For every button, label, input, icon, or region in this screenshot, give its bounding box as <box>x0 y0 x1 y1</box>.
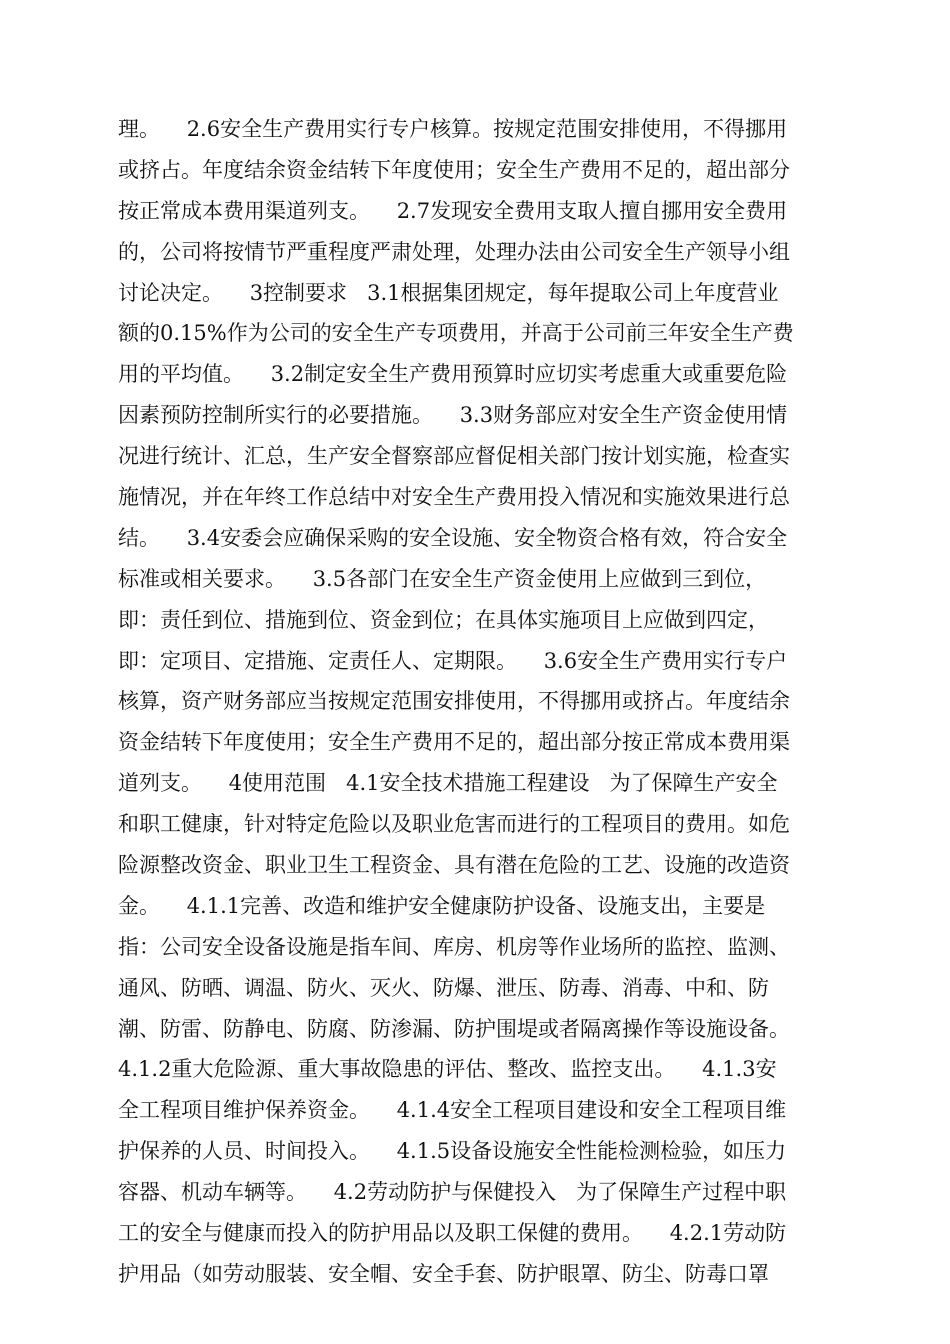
text-line: 的，公司将按情节严重程度严肃处理，处理办法由公司安全生产领导小组 <box>118 239 790 264</box>
text-line: 施情况，并在年终工作总结中对安全生产费用投入情况和实施效果进行总 <box>118 485 790 510</box>
text-line: 金。 4.1.1完善、改造和维护安全健康防护设备、设施支出，主要是 <box>118 893 766 918</box>
text-line: 或挤占。年度结余资金结转下年度使用；安全生产费用不足的，超出部分 <box>118 157 790 182</box>
text-line: 通风、防晒、调温、防火、灭火、防爆、泄压、防毒、消毒、中和、防 <box>118 975 769 1000</box>
text-line: 结。 3.4安委会应确保采购的安全设施、安全物资合格有效，符合安全 <box>118 525 788 550</box>
text-line: 道列支。 4使用范围 4.1安全技术措施工程建设 为了保障生产安全 <box>118 771 778 796</box>
text-line: 指：公司安全设备设施是指车间、库房、机房等作业场所的监控、监测、 <box>118 934 790 959</box>
text-line: 理。 2.6安全生产费用实行专户核算。按规定范围安排使用，不得挪用 <box>118 117 788 141</box>
text-line: 核算，资产财务部应当按规定范围安排使用，不得挪用或挤占。年度结余 <box>118 689 790 714</box>
text-line: 况进行统计、汇总，生产安全督察部应督促相关部门按计划实施，检查实 <box>118 444 790 469</box>
text-line: 潮、防雷、防静电、防腐、防渗漏、防护围堤或者隔离操作等设施设备。 <box>118 1016 790 1041</box>
text-line: 工的安全与健康而投入的防护用品以及职工保健的费用。 4.2.1劳动防 <box>118 1221 787 1246</box>
text-line: 因素预防控制所实行的必要措施。 3.3财务部应对安全生产资金使用情 <box>118 403 788 428</box>
text-line: 护保养的人员、时间投入。 4.1.5设备设施安全性能检测检验，如压力 <box>118 1139 787 1164</box>
text-line: 险源整改资金、职业卫生工程资金、具有潜在危险的工艺、设施的改造资 <box>118 853 790 878</box>
text-line: 额的0.15%作为公司的安全生产专项费用，并高于公司前三年安全生产费 <box>118 321 794 346</box>
text-line: 讨论决定。 3控制要求 3.1根据集团规定，每年提取公司上年度营业 <box>118 280 779 305</box>
text-line: 按正常成本费用渠道列支。 2.7发现安全费用支取人擅自挪用安全费用 <box>118 198 788 223</box>
text-line: 全工程项目维护保养资金。 4.1.4安全工程项目建设和安全工程项目维 <box>118 1098 787 1123</box>
text-line: 资金结转下年度使用；安全生产费用不足的，超出部分按正常成本费用渠 <box>118 730 790 755</box>
body-text <box>118 109 838 1295</box>
text-line: 4.1.2重大危险源、重大事故隐患的评估、整改、监控支出。 4.1.3安 <box>118 1057 777 1082</box>
text-line: 和职工健康，针对特定危险以及职业危害而进行的工程项目的费用。如危 <box>118 812 790 837</box>
text-line: 即：责任到位、措施到位、资金到位；在具体实施项目上应做到四定， <box>118 607 769 632</box>
text-line: 护用品（如劳动服装、安全帽、安全手套、防护眼罩、防尘、防毒口罩 <box>118 1261 769 1286</box>
text-line: 用的平均值。 3.2制定安全生产费用预算时应切实考虑重大或重要危险 <box>118 362 788 387</box>
text-line: 容器、机动车辆等。 4.2劳动防护与保健投入 为了保障生产过程中职 <box>118 1180 787 1205</box>
text-line: 标准或相关要求。 3.5各部门在安全生产资金使用上应做到三到位， <box>118 566 767 591</box>
text-line: 即：定项目、定措施、定责任人、定期限。 3.6安全生产费用实行专户 <box>118 648 788 673</box>
